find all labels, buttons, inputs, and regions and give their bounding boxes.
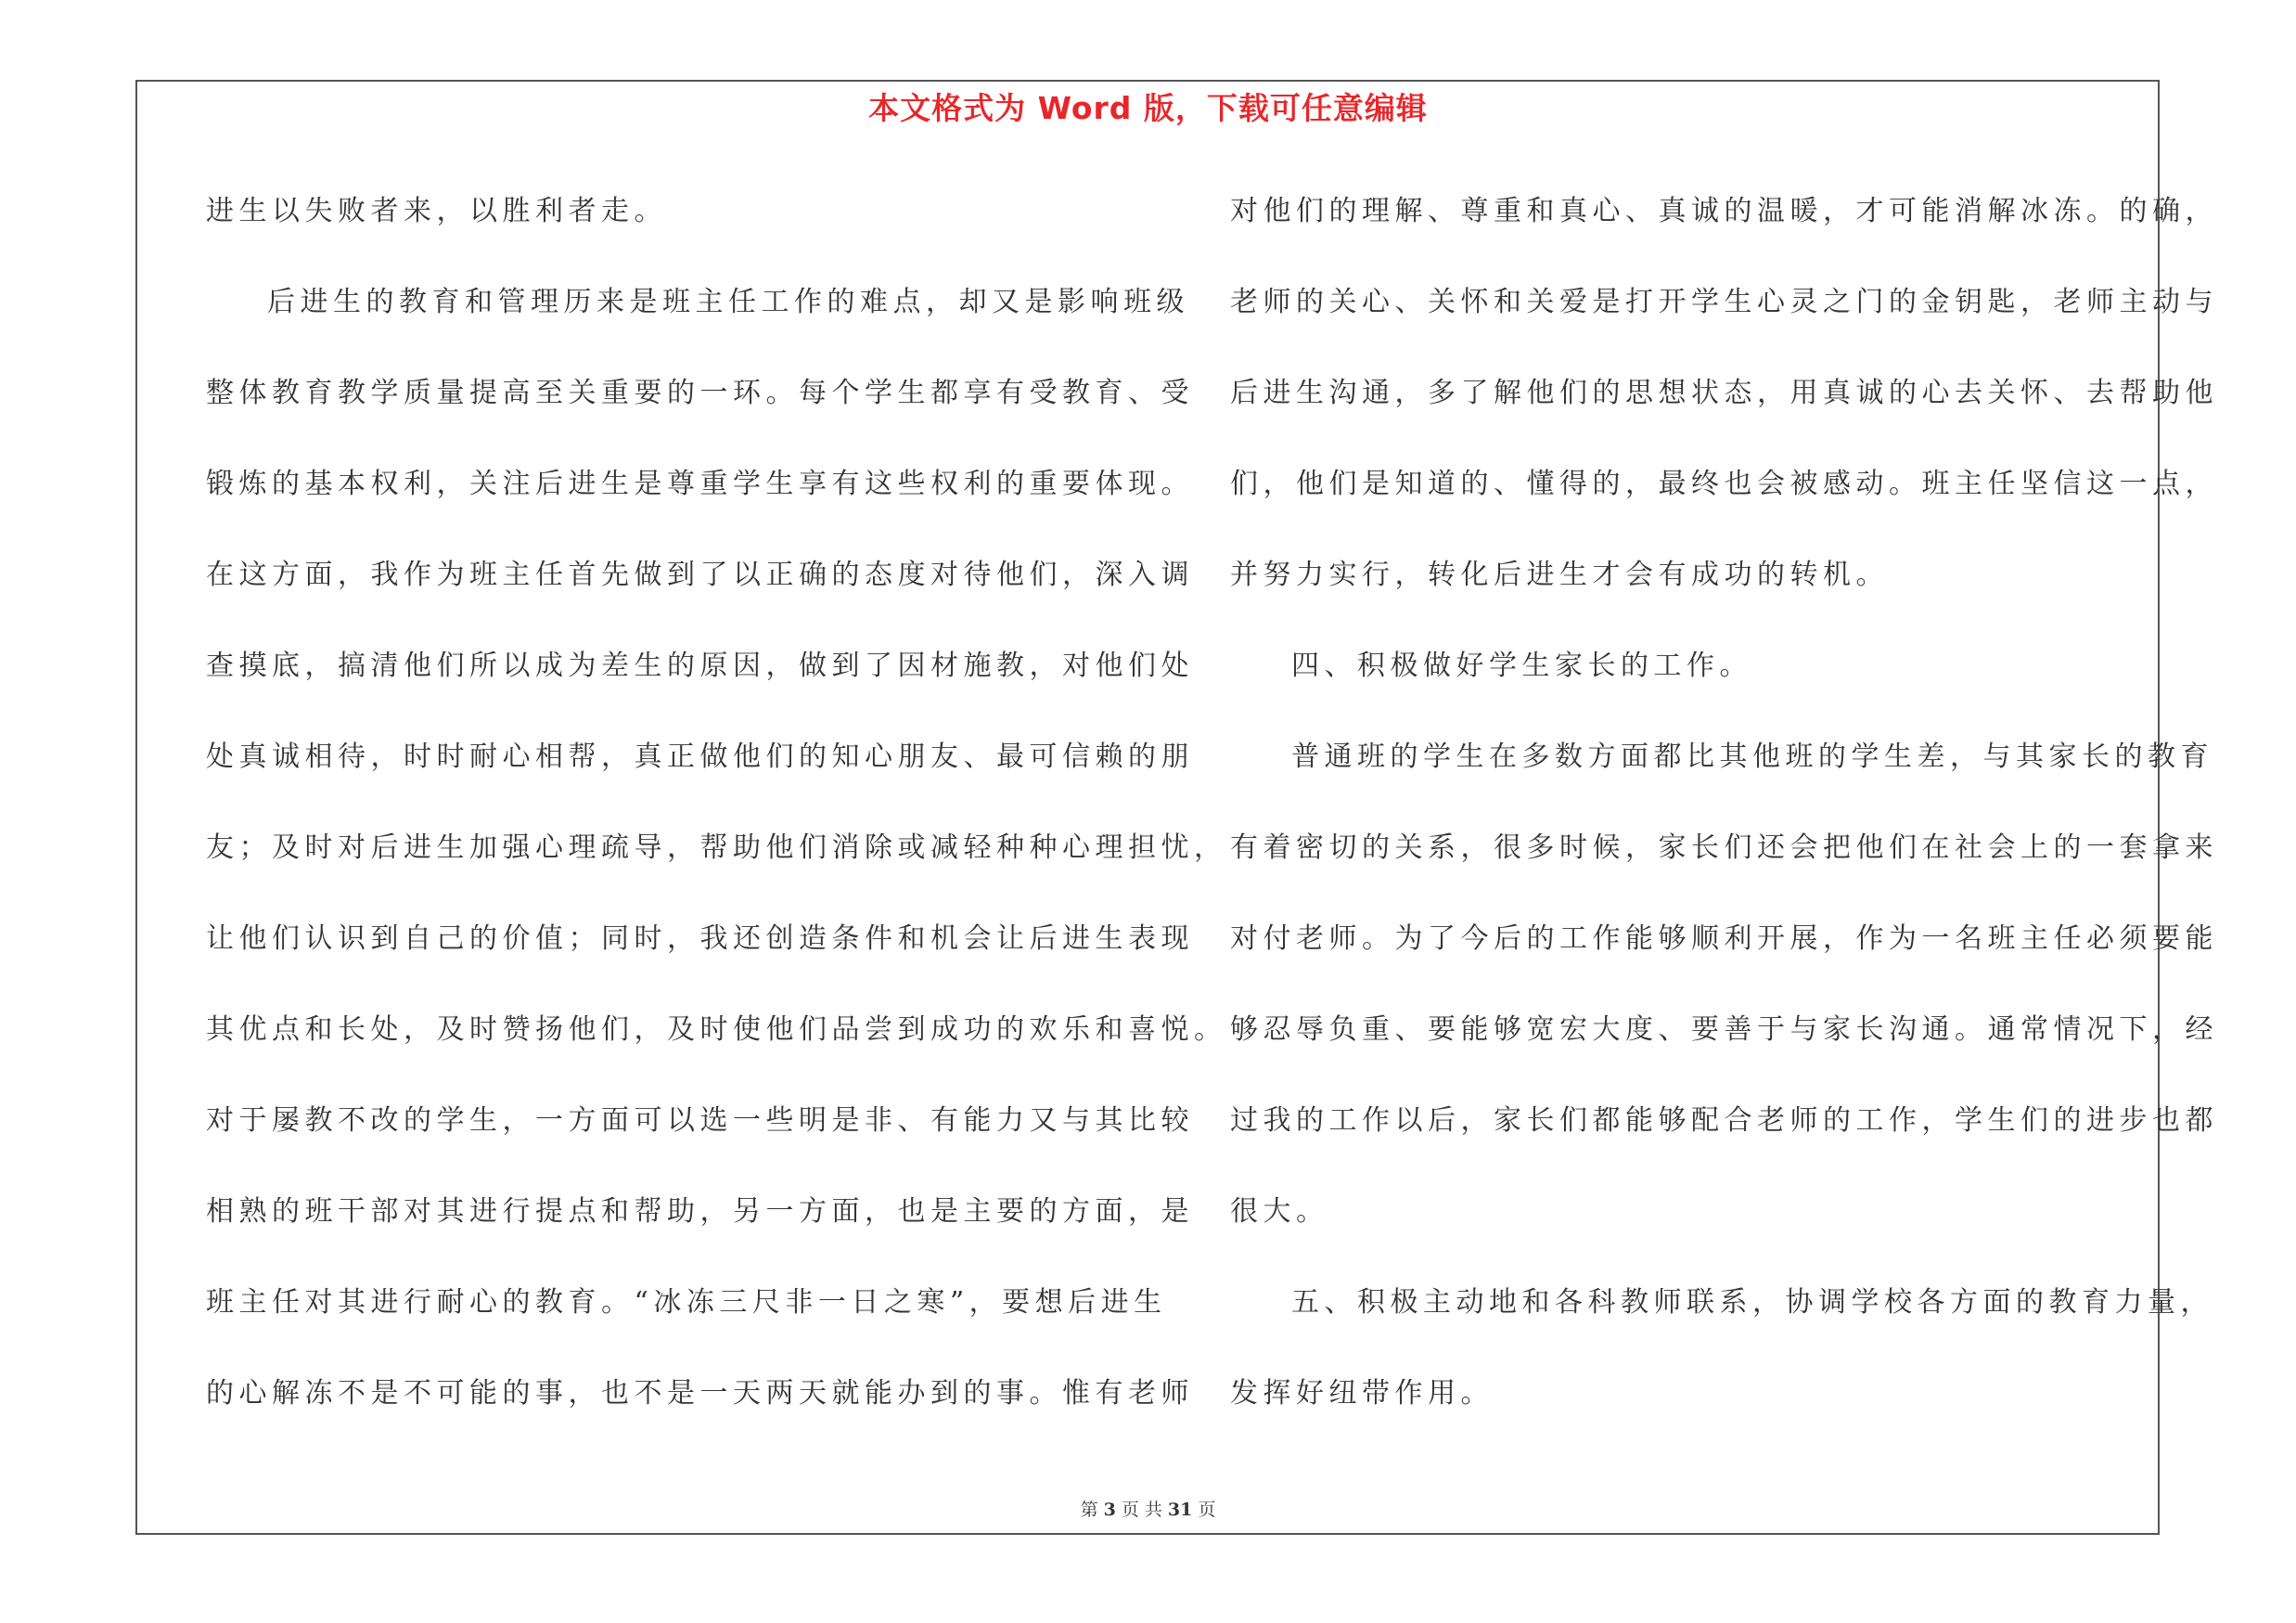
text-line: 老师的关心、关怀和关爱是打开学生心灵之门的金钥匙，老师主动与 [1230, 286, 2218, 318]
current-page-number: 3 [1103, 1500, 1116, 1520]
text-line: 相熟的班干部对其进行提点和帮助，另一方面，也是主要的方面，是 [206, 1195, 1194, 1228]
right-column [1230, 182, 2218, 1455]
text-line: 有着密切的关系，很多时候，家长们还会把他们在社会上的一套拿来 [1230, 831, 2218, 864]
text-line: 后进生沟通，多了解他们的思想状态，用真诚的心去关怀、去帮助他 [1230, 377, 2218, 409]
text-line: 们，他们是知道的、懂得的，最终也会被感动。班主任坚信这一点， [1230, 468, 2218, 500]
text-line: 对付老师。为了今后的工作能够顺利开展，作为一名班主任必须要能 [1230, 922, 2218, 955]
text-line: 对于屡教不改的学生，一方面可以选一些明是非、有能力又与其比较 [206, 1104, 1194, 1137]
text-line: 普通班的学生在多数方面都比其他班的学生差，与其家长的教育 [1291, 741, 2213, 773]
text-line: 发挥好纽带作用。 [1230, 1377, 1494, 1410]
footer-middle: 页 共 [1121, 1500, 1162, 1520]
text-line: 锻炼的基本权利，关注后进生是尊重学生享有这些权利的重要体现。 [206, 468, 1194, 500]
text-line: 对他们的理解、尊重和真心、真诚的温暖，才可能消解冰冻。的确， [1230, 195, 2218, 227]
text-line: 班主任对其进行耐心的教育。“冰冻三尺非一日之寒”，要想后进生 [206, 1286, 1167, 1319]
text-line: 查摸底，搞清他们所以成为差生的原因，做到了因材施教，对他们处 [206, 650, 1194, 682]
text-line: 五、积极主动地和各科教师联系，协调学校各方面的教育力量， [1291, 1286, 2213, 1319]
text-line: 友；及时对后进生加强心理疏导，帮助他们消除或减轻种种心理担忧， [206, 831, 1227, 864]
text-line: 进生以失败者来，以胜利者走。 [206, 195, 667, 227]
text-line: 其优点和长处，及时赞扬他们，及时使他们品尝到成功的欢乐和喜悦。 [206, 1013, 1227, 1046]
text-line: 在这方面，我作为班主任首先做到了以正确的态度对待他们，深入调 [206, 559, 1194, 591]
text-line: 处真诚相待，时时耐心相帮，真正做他们的知心朋友、最可信赖的朋 [206, 741, 1194, 773]
text-line: 整体教育教学质量提高至关重要的一环。每个学生都享有受教育、受 [206, 377, 1194, 409]
format-banner: 本文格式为 Word 版，下载可任意编辑 [868, 90, 1428, 126]
text-line: 够忍辱负重、要能够宽宏大度、要善于与家长沟通。通常情况下，经 [1230, 1013, 2218, 1046]
text-line: 很大。 [1230, 1195, 1329, 1228]
text-line: 的心解冻不是不可能的事，也不是一天两天就能办到的事。惟有老师 [206, 1377, 1194, 1410]
left-column [206, 182, 1227, 1455]
text-line: 让他们认识到自己的价值；同时，我还创造条件和机会让后进生表现 [206, 922, 1194, 955]
total-page-number: 31 [1167, 1500, 1193, 1520]
footer-suffix: 页 [1198, 1500, 1216, 1520]
text-line: 后进生的教育和管理历来是班主任工作的难点，却又是影响班级 [267, 286, 1189, 318]
footer-prefix: 第 [1080, 1500, 1098, 1520]
page-number-footer [0, 1496, 2296, 1524]
text-line: 四、积极做好学生家长的工作。 [1291, 650, 1752, 682]
text-line: 并努力实行，转化后进生才会有成功的转机。 [1230, 559, 1889, 591]
text-line: 过我的工作以后，家长们都能够配合老师的工作，学生们的进步也都 [1230, 1104, 2218, 1137]
